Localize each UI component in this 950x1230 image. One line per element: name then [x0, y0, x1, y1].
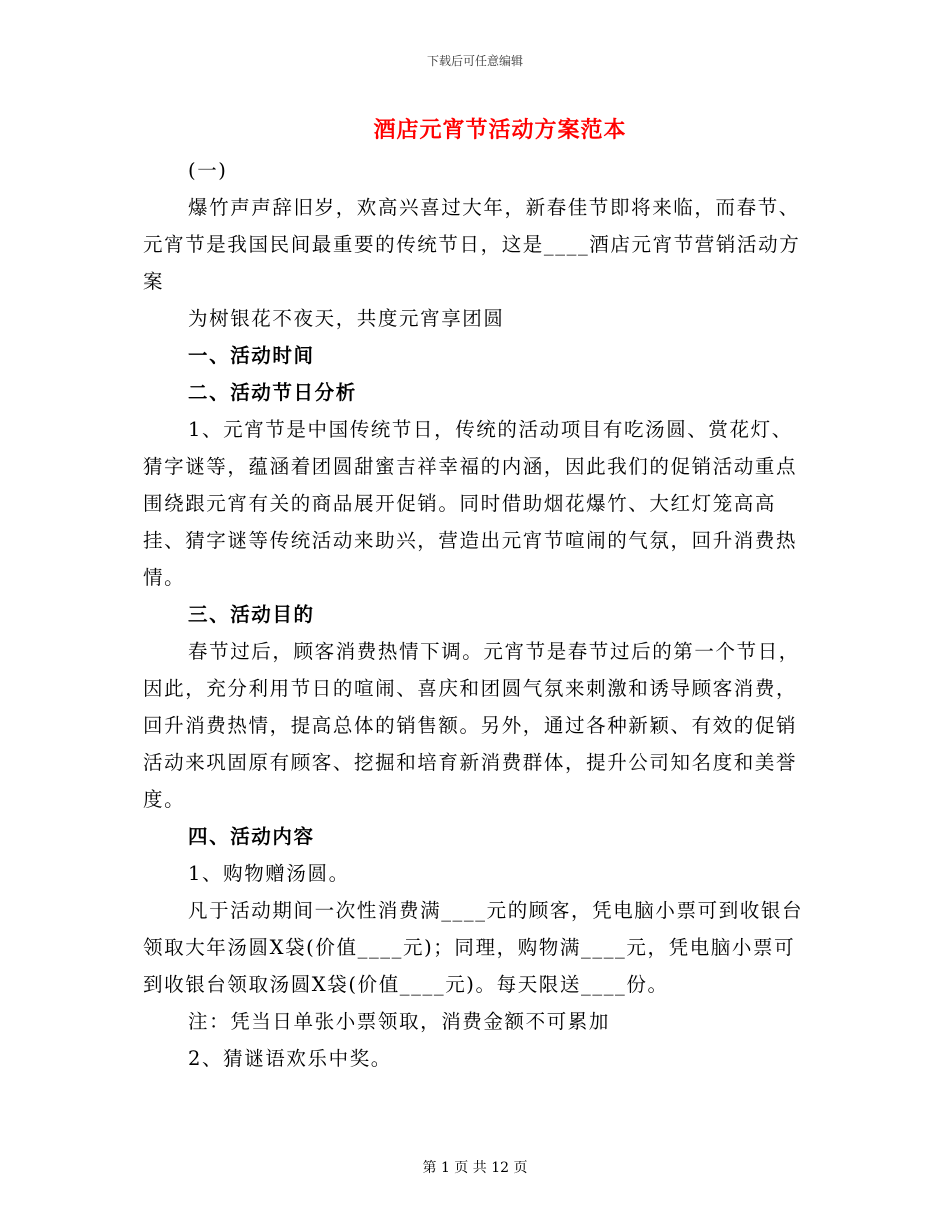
- heading-activity-purpose: 三、活动目的: [188, 603, 315, 626]
- paragraph-activity-purpose: 春节过后，顾客消费热情下调。元宵节是春节过后的第一个节日，因此，充分利用节日的喧闹、喜庆和团圆气氛来刺激和诱导顾客消费，回升消费热情，提高总体的销售额。另外，通过各种新颖、有效的促销活动来巩固原有顾客、挖掘和培育新消费群体，提升公司知名度和美誉度。: [143, 640, 800, 811]
- paragraph-shopping-gift: 凡于活动期间一次性消费满____元的顾客，凭电脑小票可到收银台领取大年汤圆X袋(价值____元)；同理，购物满____元，凭电脑小票可到收银台领取汤圆X袋(价值____元)。每天限送____份。: [143, 899, 804, 996]
- page-header-note: 下载后可任意编辑: [426, 54, 523, 68]
- heading-holiday-analysis: 二、活动节日分析: [188, 381, 357, 404]
- paragraph-slogan: 为树银花不夜天，共度元宵享团圆: [188, 307, 505, 330]
- paragraph-note: 注：凭当日单张小票领取，消费金额不可累加: [188, 1010, 611, 1033]
- document-title: 酒店元宵节活动方案范本: [373, 117, 627, 143]
- heading-activity-content: 四、活动内容: [188, 825, 315, 848]
- subheading-riddle: 2、猜谜语欢乐中奖。: [188, 1047, 392, 1070]
- paragraph-section-marker: (一): [188, 159, 228, 182]
- subheading-shopping-gift: 1、购物赠汤圆。: [188, 862, 350, 885]
- paragraph-intro: 爆竹声声辞旧岁，欢高兴喜过大年，新春佳节即将来临，而春节、元宵节是我国民间最重要的传统节日，这是____酒店元宵节营销活动方案: [143, 196, 801, 293]
- heading-activity-time: 一、活动时间: [188, 344, 315, 367]
- paragraph-holiday-analysis: 1、元宵节是中国传统节日，传统的活动项目有吃汤圆、赏花灯、猜字谜等，蕴涵着团圆甜蜜吉祥幸福的内涵，因此我们的促销活动重点围绕跟元宵有关的商品展开促销。同时借助烟花爆竹、大红灯笼高高挂、猜字谜等传统活动来助兴，营造出元宵节喧闹的气氛，回升消费热情。: [143, 418, 798, 589]
- page-footer-number: 第 1 页 共 12 页: [422, 1160, 528, 1176]
- document-body: [143, 152, 811, 1077]
